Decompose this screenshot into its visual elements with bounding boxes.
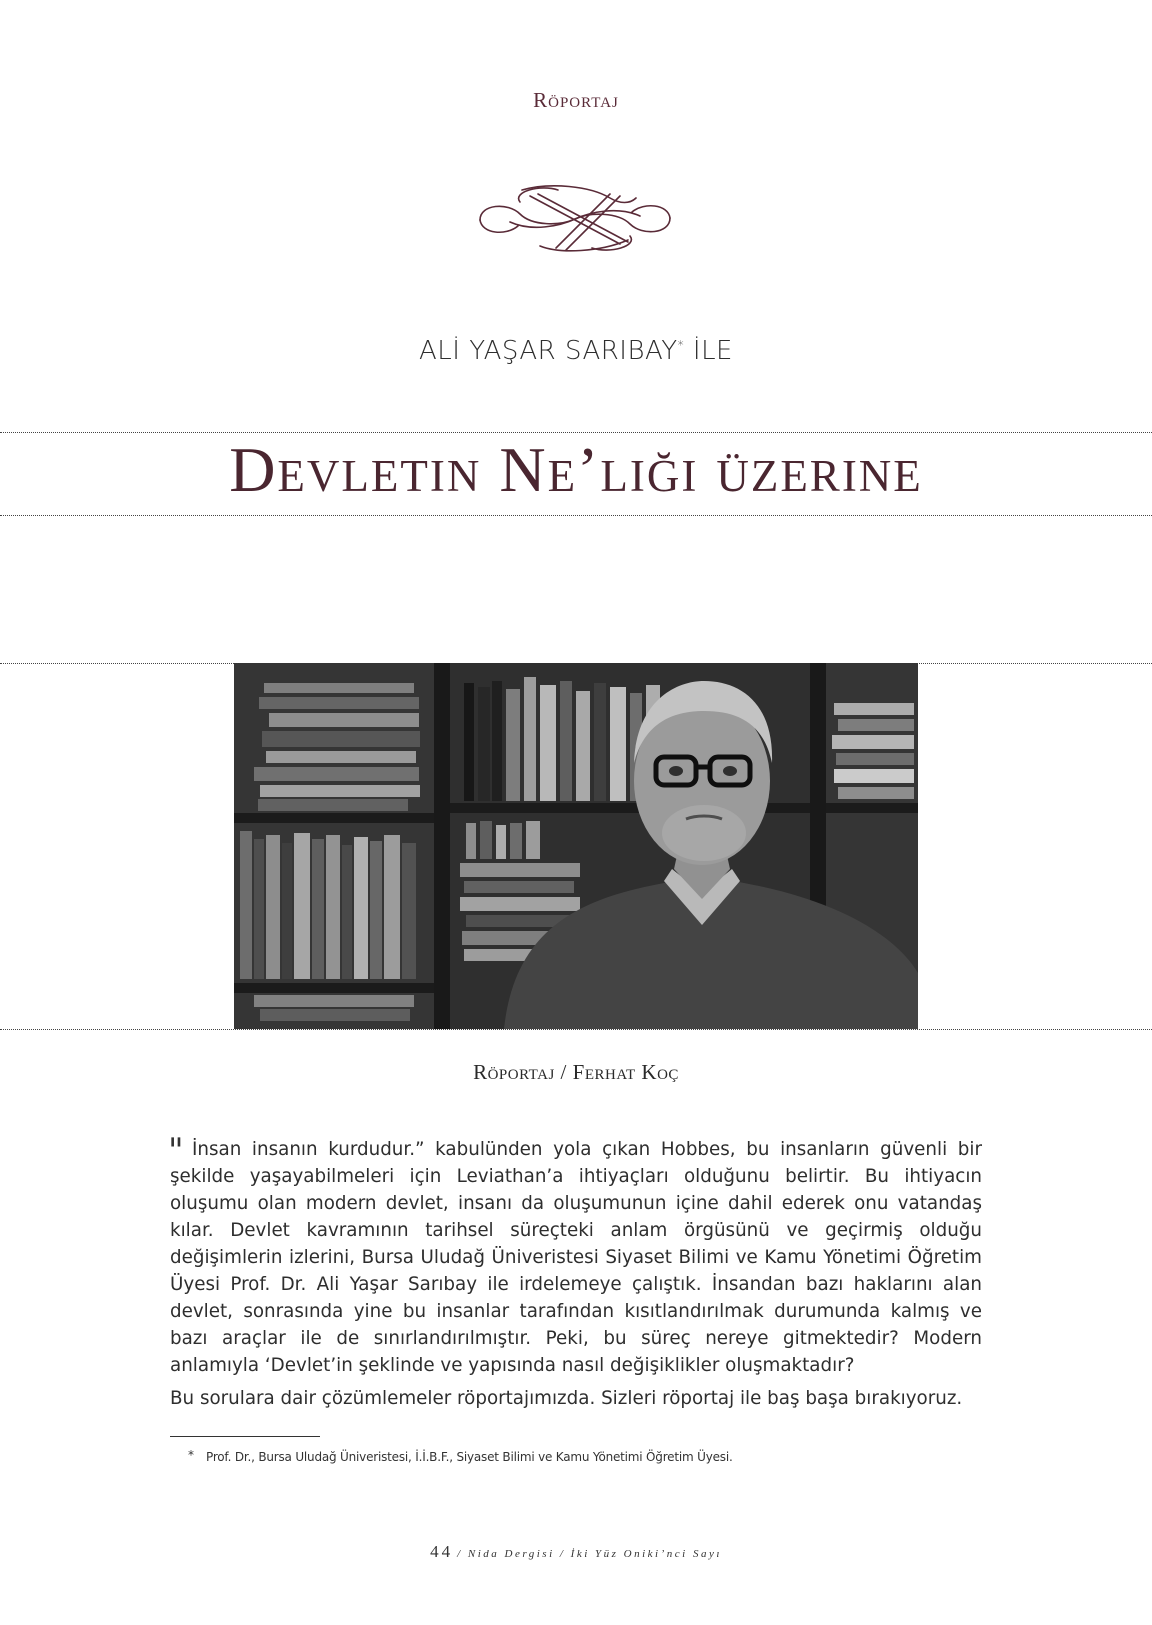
intro-paragraph-2: Bu sorulara dair çözümlemeler röportajımızda. Sizleri röportaj ile baş başa bırakıyoruz. bbox=[170, 1388, 963, 1409]
byline: Röportaj / Ferhat Koç bbox=[473, 1060, 679, 1084]
subtitle-suffix: İLE bbox=[692, 336, 733, 366]
interviewee-name: ALİ YAŞAR SARIBAY bbox=[419, 336, 678, 366]
article-title: Devletin Ne’liği üzerine bbox=[229, 434, 923, 505]
journal-name: / Nida Dergisi / İki Yüz Oniki’nci Sayı bbox=[457, 1548, 722, 1560]
footnote-rule bbox=[170, 1436, 320, 1437]
footnote-mark: * bbox=[188, 1448, 194, 1462]
title-rule-bottom bbox=[0, 515, 1152, 516]
portrait-photo bbox=[234, 663, 918, 1029]
opening-quote-mark: " bbox=[168, 1131, 184, 1171]
interviewee-subtitle bbox=[0, 336, 1152, 366]
photo-rule-bottom bbox=[0, 1029, 1152, 1030]
page-number: 44 bbox=[430, 1542, 454, 1561]
footnote-reference: * bbox=[677, 338, 685, 352]
intro-text bbox=[168, 1131, 982, 1412]
intro-paragraph-1: İnsan insanın kurdudur.” kabulünden yola çıkan Hobbes, bu insanların güvenli bir şekilde yaşayabilmeleri için Leviathan’a ihtiyaçları olduğunu belirtir. Bu ihtiyacın oluşumu olan modern devlet, insanı da oluşumunun içine dahil ederek onu vatandaş kılar. Devlet kavramının tarihsel süreçteki anlam örgüsünü ve geçirmiş olduğu değişimlerin izlerini, Bursa Uludağ Üniveristesi Siyaset Bilimi ve Kamu Yönetimi Öğretim Üyesi Prof. Dr. Ali Yaşar Sarıbay ile irdelemeye çalıştık. İnsandan bazı haklarını alan devlet, sonrasında yine bu insanlar tarafından kısıtlandırılmak durumunda kalmış ve bazı araçlar ile de sınırlandırılmıştır. Peki, bu süreç nereye gitmektedir? Modern anlamıyla ‘Devlet’in şeklinde ve yapısında nasıl değişiklikler oluşmaktadır? bbox=[170, 1139, 982, 1376]
page-footer bbox=[0, 1542, 1152, 1562]
footnote-text: Prof. Dr., Bursa Uludağ Üniveristesi, İ.İ.B.F., Siyaset Bilimi ve Kamu Yönetimi Öğretim Üyesi. bbox=[206, 1450, 733, 1464]
flourish-ornament-icon bbox=[460, 176, 690, 262]
section-label: Röportaj bbox=[533, 88, 619, 112]
